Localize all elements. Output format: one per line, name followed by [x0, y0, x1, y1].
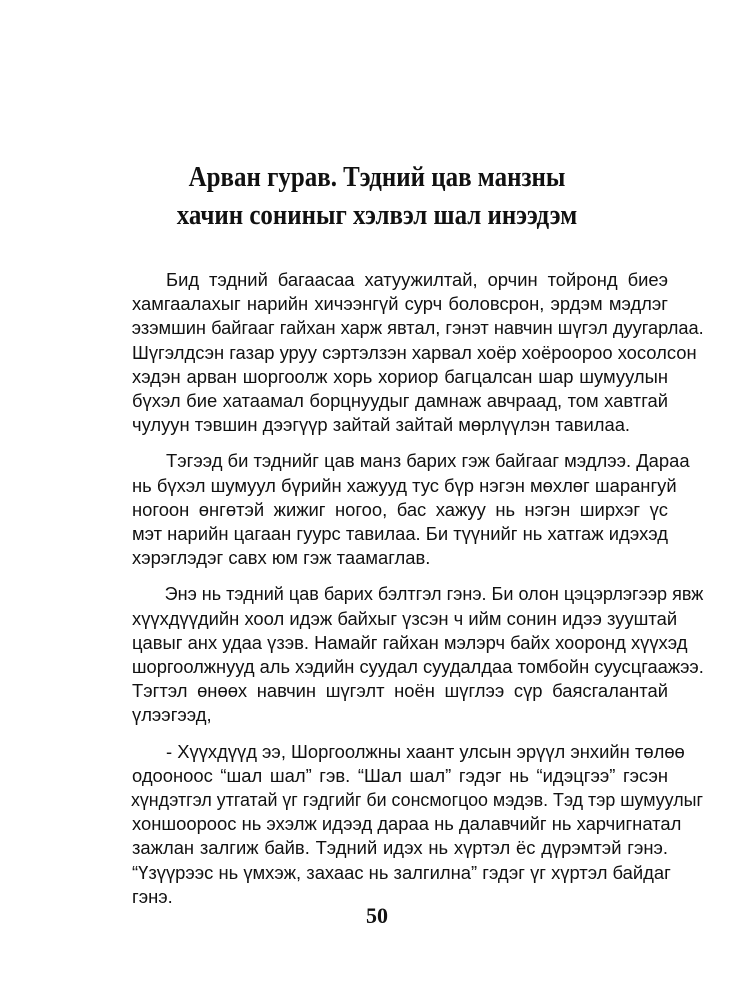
paragraph-4 — [96, 740, 703, 909]
text-line: - Хүүхдүүд ээ, Шоргоолжны хаант улсын эрүүл энхийн төлөө — [166, 740, 685, 762]
text-line: хамгаалахыг нарийн хичээнгүй сурч боловсрон, эрдэм мэдлэг — [132, 293, 668, 315]
text-line: Энэ нь тэдний цав барих бэлтгэл гэнэ. Би олон цэцэрлэгээр явж — [164, 583, 704, 605]
text-line: одооноос “шал шал” гэв. “Шал шал” гэдэг нь “идэцгээ” гэсэн — [132, 764, 668, 786]
text-line: хүүхдүүдийн хоол идэж байхыг үзсэн ч ийм сонин идээ зууштай — [132, 607, 678, 629]
page-number: 50 — [366, 903, 388, 928]
text-line: Тэгтэл өнөөх навчин шүгэлт ноён шүглээ сүр баясгалантай — [132, 680, 668, 702]
text-line: нь бүхэл шумуул бүрийн хажууд тус бүр нэгэн мөхлөг шарангуй — [132, 474, 677, 496]
paragraph-1 — [96, 268, 704, 437]
text-line: Тэгээд би тэднийг цав манз барих гэж байгааг мэдлээ. Дараа — [166, 450, 690, 472]
body-text — [96, 268, 704, 921]
paragraph-2 — [96, 449, 690, 570]
chapter-title-line-1: Арван гурав. Тэдний цав манзны — [188, 161, 566, 193]
text-line: мэт нарийн цагаан гуурс тавилаа. Би түүнийг нь хатгаж идэхэд — [132, 523, 668, 545]
text-line: ногоон өнгөтэй жижиг ногоо, бас хажуу нь нэгэн ширхэг үс — [132, 498, 668, 520]
chapter-title-line-2: хачин сониныг хэлвэл шал инээдэм — [176, 199, 578, 231]
paragraph-3 — [96, 582, 704, 727]
text-line: зажлан залгиж байв. Тэдний идэх нь хүртэл ёс дүрэмтэй гэнэ. — [132, 837, 668, 859]
text-line: гэнэ. — [132, 885, 173, 907]
text-line: шоргоолжнууд аль хэдийн суудал суудалдаа томбойн суусцгаажээ. — [131, 656, 704, 678]
text-line: “Үзүүрээс нь үмхэж, захаас нь залгилна” гэдэг үг хүртэл байдаг — [132, 861, 671, 883]
chapter-title — [0, 158, 754, 234]
text-line: хүндэтгэл утгатай үг гэдгийг би сонсмогцоо мэдэв. Тэд тэр шумуулыг — [130, 789, 703, 811]
text-line: хэдэн арван шоргоолж хорь хориор багцалсан шар шумуулын — [132, 365, 668, 387]
text-line: цавыг анх удаа үзэв. Намайг гайхан мэлэрч байх хооронд хүүхэд — [132, 631, 688, 653]
text-line: хэрэглэдэг савх юм гэж таамаглав. — [132, 547, 431, 569]
text-line: Шүгэлдсэн газар уруу сэртэлзэн харвал хоёр хоёроороо хосолсон — [132, 341, 697, 363]
text-line: Бид тэдний багаасаа хатуужилтай, орчин тойронд биеэ — [166, 269, 668, 290]
text-line: хоншоороос нь эхэлж идээд дараа нь далавчийг нь харчигнатал — [132, 813, 682, 835]
text-line: бүхэл бие хатаамал борцнуудыг дамнаж авчраад, том хавтгай — [132, 390, 668, 412]
text-line: эзэмшин байгааг гайхан харж явтал, гэнэт навчин шүгэл дуугарлаа. — [131, 317, 704, 339]
text-line: чулуун тэвшин дээгүүр зайтай зайтай мөрлүүлэн тавилаа. — [132, 414, 631, 436]
text-line: үлээгээд, — [132, 704, 212, 726]
